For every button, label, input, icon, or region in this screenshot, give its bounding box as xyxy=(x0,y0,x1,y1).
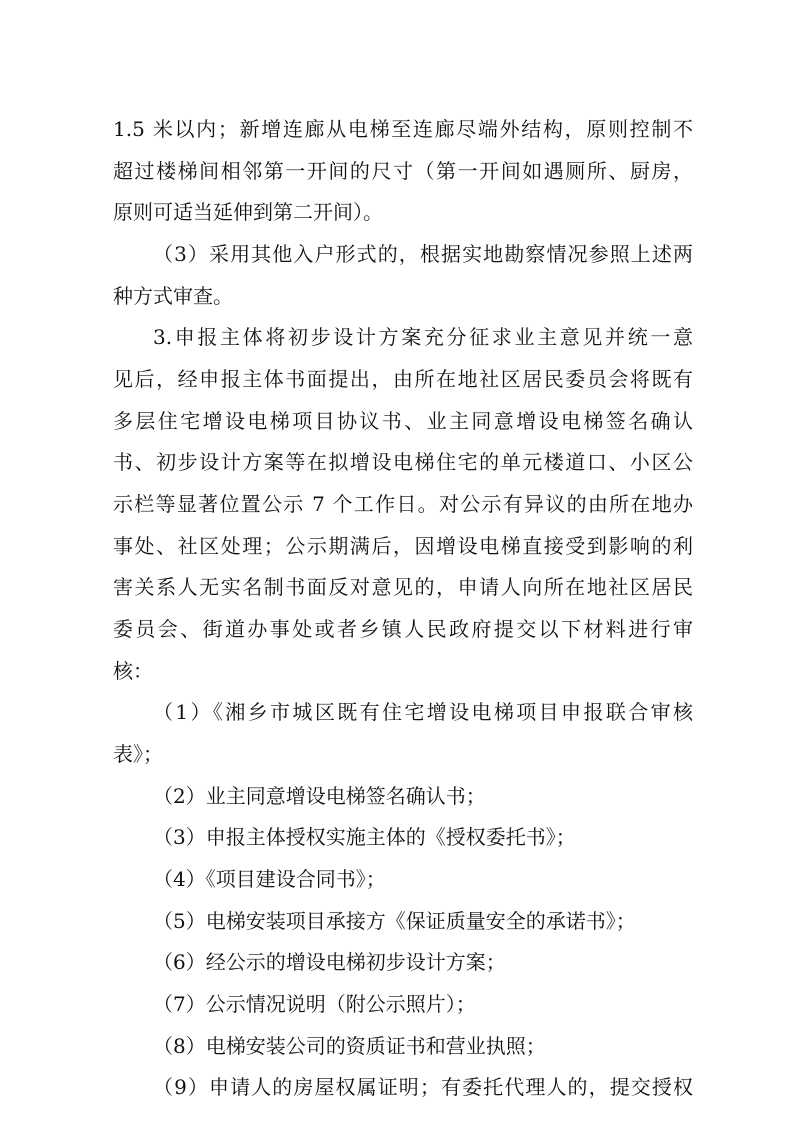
paragraph-line: 事处、社区处理；公示期满后，因增设电梯直接受到影响的利 xyxy=(113,534,693,558)
list-item: （4）《项目建设合同书》； xyxy=(153,867,386,891)
paragraph-line: （3）采用其他入户形式的，根据实地勘察情况参照上述两 xyxy=(153,242,693,266)
list-item: （2）业主同意增设电梯签名确认书； xyxy=(153,784,486,808)
paragraph-line: 委员会、街道办事处或者乡镇人民政府提交以下材料进行审 xyxy=(113,617,693,641)
paragraph-line: 超过楼梯间相邻第一开间的尺寸（第一开间如遇厕所、厨房， xyxy=(113,159,693,183)
paragraph-line: 见后，经申报主体书面提出，由所在地社区居民委员会将既有 xyxy=(113,367,693,391)
paragraph-line: 示栏等显著位置公示 7 个工作日。对公示有异议的由所在地办 xyxy=(113,492,693,516)
list-item: （3）申报主体授权实施主体的《授权委托书》； xyxy=(153,825,576,849)
list-item-line: （9）申请人的房屋权属证明；有委托代理人的，提交授权 xyxy=(153,1075,693,1099)
paragraph-line: 书、初步设计方案等在拟增设电梯住宅的单元楼道口、小区公 xyxy=(113,450,693,474)
list-item: （7）公示情况说明（附公示照片）； xyxy=(153,992,476,1016)
list-item: （6）经公示的增设电梯初步设计方案； xyxy=(153,950,506,974)
paragraph-line: 种方式审查。 xyxy=(113,284,233,308)
list-item: （5）电梯安装项目承接方《保证质量安全的承诺书》； xyxy=(153,909,636,933)
paragraph-line: 多层住宅增设电梯项目协议书、业主同意增设电梯签名确认 xyxy=(113,409,693,433)
paragraph-line: 原则可适当延伸到第二开间）。 xyxy=(113,200,383,224)
paragraph-line: 害关系人无实名制书面反对意见的，申请人向所在地社区居民 xyxy=(113,575,693,599)
paragraph-line: 1.5 米以内；新增连廊从电梯至连廊尽端外结构，原则控制不 xyxy=(113,117,693,141)
list-item: （8）电梯安装公司的资质证书和营业执照； xyxy=(153,1034,546,1058)
paragraph-line: 3.申报主体将初步设计方案充分征求业主意见并统一意 xyxy=(153,325,693,349)
list-item-line: 表》； xyxy=(113,742,163,766)
list-item-line: （1）《湘乡市城区既有住宅增设电梯项目申报联合审核 xyxy=(153,700,693,724)
paragraph-line: 核： xyxy=(113,659,153,683)
